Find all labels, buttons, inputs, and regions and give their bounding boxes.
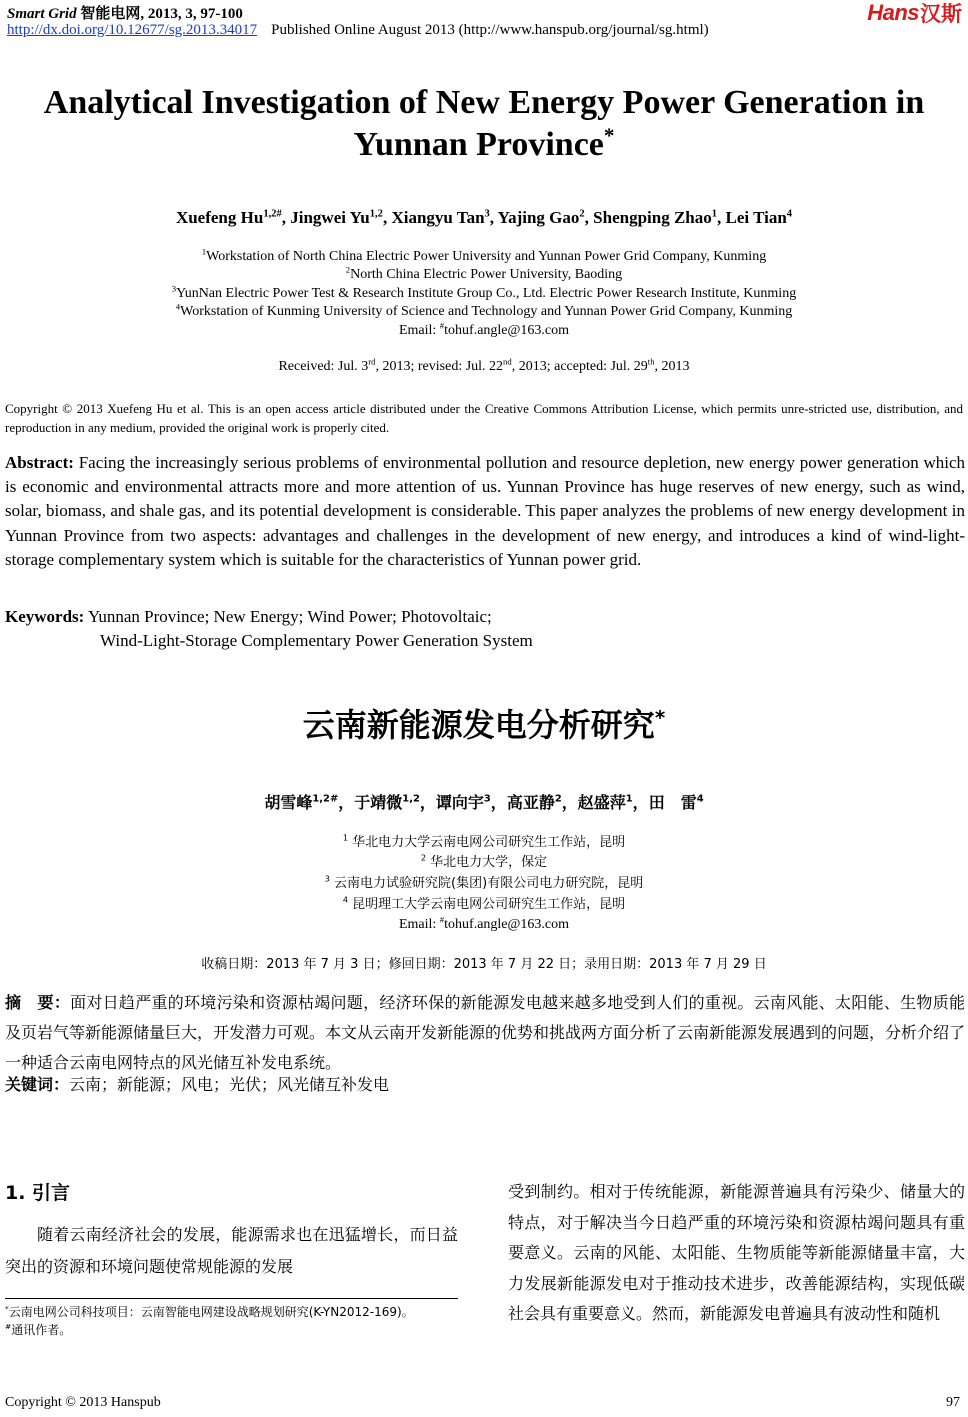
author-affiliation-mark: 1: [711, 208, 718, 220]
keywords-cn-text: 云南；新能源；风电；光伏；风光储互补发电: [69, 1075, 390, 1094]
affiliation-mark: 3: [324, 874, 330, 884]
author-affiliation-mark: 4: [786, 208, 793, 220]
logo-latin: Hans: [867, 0, 919, 25]
footnote-text: 通讯作者。: [11, 1323, 72, 1337]
journal-name-cn: 智能电网: [80, 6, 141, 22]
footnote-divider: [5, 1298, 458, 1299]
author-affiliation-mark: 3: [483, 793, 491, 805]
logo-cn: 汉斯: [920, 2, 962, 26]
author-affiliation-mark: 2: [554, 793, 562, 805]
keywords-line2: Wind-Light-Storage Complementary Power Generation System: [100, 631, 533, 650]
email-address[interactable]: tohuf.angle@163.com: [444, 917, 570, 932]
affiliation-mark: 2: [345, 264, 351, 275]
author-name: 赵盛萍: [577, 793, 626, 812]
author-affiliation-mark: 1: [625, 793, 633, 805]
author-separator: ,: [382, 208, 392, 227]
abstract-cn: [5, 988, 965, 1078]
publisher-logo: [867, 0, 962, 26]
author-name: Xuefeng Hu: [175, 208, 264, 227]
abstract-text: Facing the increasingly serious problems of environmental pollution and resource depletion, new energy power generation which is economic and environmental attracts more and more attention of us. Yunnan Province has huge reserves of new energy, such as wind, solar, biomass, and shale gas, and its potential development is considerable. This paper analyzes the problems of new energy development in Yunnan Province from two aspects: advantages and challenges in the development of new energy, and introduces a kind of wind-light-storage complementary system which is suitable for the characteristics of Yunnan power grid.: [5, 453, 966, 569]
paper-title-en: [0, 82, 968, 166]
affiliation-mark: 1: [342, 833, 348, 843]
section-heading: 1. 引言: [5, 1182, 71, 1204]
affiliation-cn-1: [0, 832, 968, 854]
page-number: 97: [946, 1395, 960, 1410]
keywords-cn-label: 关键词：: [5, 1075, 70, 1094]
author-separator: ,: [281, 208, 291, 227]
affiliation-text: Workstation of Kunming University of Science and Technology and Yunnan Power Grid Company, Kunming: [180, 304, 793, 319]
keywords-cn: [5, 1072, 389, 1095]
author-name: 田 雷: [648, 793, 697, 812]
ordinal-suffix: nd: [503, 356, 512, 367]
journal-citation: [7, 2, 243, 23]
author-separator: ，: [561, 793, 578, 812]
accepted-text: , 2013; accepted: Jul. 29: [511, 359, 648, 374]
author-name: 高亚静: [506, 793, 555, 812]
keywords-line1: Yunnan Province; New Energy; Wind Power; Photovoltaic;: [87, 607, 492, 626]
body-left-column: 随着云南经济社会的发展，能源需求也在迅猛增长，而日益突出的资源和环境问题使常规能源的发展: [5, 1225, 458, 1276]
ordinal-suffix: th: [647, 356, 655, 367]
author-name: 谭向宇: [435, 793, 484, 812]
author-affiliation-mark: 1,2: [369, 208, 383, 220]
title-en-line1: Analytical Investigation of New Energy Power Generation in: [43, 84, 925, 121]
revised-text: , 2013; revised: Jul. 22: [375, 359, 504, 374]
author-separator: ，: [632, 793, 649, 812]
abstract-label: Abstract:: [5, 453, 74, 472]
affiliation-text: 华北电力大学，保定: [430, 855, 548, 870]
author-name: 于靖微: [354, 793, 403, 812]
author-separator: ，: [490, 793, 507, 812]
footnote-mark: #: [5, 1322, 12, 1331]
paper-title-cn: [0, 700, 968, 746]
author-separator: ,: [717, 208, 726, 227]
affiliation-text: 云南电力试验研究院(集团)有限公司电力研究院，昆明: [334, 876, 644, 891]
footnote-funding: [5, 1303, 460, 1321]
affiliation-text: 华北电力大学云南电网公司研究生工作站，昆明: [352, 835, 626, 850]
affiliation-cn-4: [0, 894, 968, 916]
author-separator: ，: [338, 793, 355, 812]
author-affiliation-mark: 2: [579, 208, 585, 220]
author-affiliation-mark: 1,2: [402, 793, 420, 805]
author-separator: ,: [584, 208, 594, 227]
footnote-corresponding: [5, 1321, 460, 1339]
author-name: Xiangyu Tan: [391, 208, 485, 227]
email-mark: #: [439, 320, 445, 331]
author-affiliation-mark: 4: [696, 793, 704, 805]
footer-copyright: Copyright © 2013 Hanspub: [5, 1395, 161, 1410]
author-separator: ,: [489, 208, 498, 227]
affiliation-en-2: [0, 266, 968, 285]
received-dates-cn: 收稿日期：2013 年 7 月 3 日；修回日期：2013 年 7 月 22 日；录用日期：2013 年 7 月 29 日: [201, 957, 767, 972]
abstract-cn-label: 摘 要：: [5, 993, 71, 1012]
affiliation-text: 昆明理工大学云南电网公司研究生工作站，昆明: [352, 897, 626, 912]
title-cn-text: 云南新能源发电分析研究: [302, 706, 655, 744]
doi-link[interactable]: http://dx.doi.org/10.12677/sg.2013.34017: [7, 22, 258, 38]
affiliation-en-4: [0, 303, 968, 322]
keywords-en: [5, 605, 965, 653]
author-name: Yajing Gao: [497, 208, 580, 227]
abstract-cn-text: 面对日趋严重的环境污染和资源枯竭问题，经济环保的新能源发电越来越多地受到人们的重视。云南风能、太阳能、生物质能及页岩气等新能源储量巨大，开发潜力可观。本文从云南开发新能源的优势和挑战两方面分析了云南新能源发展遇到的问题，分析介绍了一种适合云南电网特点的风光储互补发电系统。: [5, 993, 966, 1072]
ordinal-suffix: rd: [368, 356, 376, 367]
affiliation-text: North China Electric Power University, Baoding: [350, 267, 623, 282]
email-label: Email:: [398, 917, 440, 932]
affiliation-mark: 1: [201, 246, 207, 257]
author-affiliation-mark: 3: [484, 208, 490, 220]
affiliation-cn-2: [0, 852, 968, 874]
title-cn-mark: *: [654, 706, 666, 730]
title-en-mark: *: [603, 123, 615, 148]
affiliation-mark: 3: [171, 283, 177, 294]
author-affiliation-mark: 1,2#: [312, 793, 339, 805]
affiliation-en-1: [0, 248, 968, 267]
copyright-notice: Copyright © 2013 Xuefeng Hu et al. This is an open access article distributed under the Creative Commons Attribution License, which permits unre-stricted use, distribution, and reproduction in any medium, provided the original work is properly cited.: [5, 401, 963, 435]
author-name: Jingwei Yu: [290, 208, 370, 227]
email-label: Email:: [398, 323, 440, 338]
affiliation-text: YunNan Electric Power Test & Research Institute Group Co., Ltd. Electric Power Research Institute, Kunming: [176, 286, 797, 301]
author-affiliation-mark: 1,2#: [263, 208, 282, 220]
affiliation-en-3: [0, 285, 968, 304]
email-mark: #: [439, 914, 445, 925]
author-name: Shengping Zhao: [593, 208, 712, 227]
email-cn: [0, 914, 968, 936]
author-name: Lei Tian: [725, 208, 787, 227]
author-separator: ，: [419, 793, 436, 812]
affiliation-cn-3: [0, 873, 968, 895]
abstract-en: [5, 451, 965, 572]
affiliation-mark: 4: [342, 895, 348, 905]
title-en-line2: Yunnan Province: [353, 126, 604, 163]
body-right-column: 受到制约。相对于传统能源，新能源普遍具有污染少、储量大的特点，对于解决当今日趋严重的环境污染和资源枯竭问题具有重要意义。云南的风能、太阳能、生物质能等新能源储量丰富，大力发展新能源发电对于推动技术进步，改善能源结构，实现低碳社会具有重要意义。然而，新能源发电普遍具有波动性和随机: [508, 1182, 965, 1323]
journal-volume: , 2013, 3, 97-100: [140, 6, 243, 22]
email-address[interactable]: tohuf.angle@163.com: [444, 323, 570, 338]
journal-name-en: Smart Grid: [7, 6, 77, 22]
footnote-mark: *: [5, 1304, 9, 1313]
doi-line: [7, 22, 709, 39]
affiliation-mark: 4: [175, 301, 181, 312]
keywords-label: Keywords:: [5, 607, 85, 626]
footnote-text: 云南电网公司科技项目：云南智能电网建设战略规划研究(K-YN2012-169)。: [8, 1305, 414, 1319]
year-text: , 2013: [654, 359, 690, 374]
received-dates-en: [0, 356, 968, 375]
author-list-cn: [0, 790, 968, 813]
affiliation-text: Workstation of North China Electric Power University and Yunnan Power Grid Company, Kunming: [206, 249, 767, 264]
email-en: [0, 322, 968, 341]
author-list-en: [0, 208, 968, 228]
footnotes: [5, 1303, 460, 1339]
author-name: 胡雪峰: [264, 793, 313, 812]
affiliation-mark: 2: [420, 853, 426, 863]
received-text: Received: Jul. 3: [278, 359, 369, 374]
published-online: Published Online August 2013 (http://www.hanspub.org/journal/sg.html): [271, 22, 709, 38]
